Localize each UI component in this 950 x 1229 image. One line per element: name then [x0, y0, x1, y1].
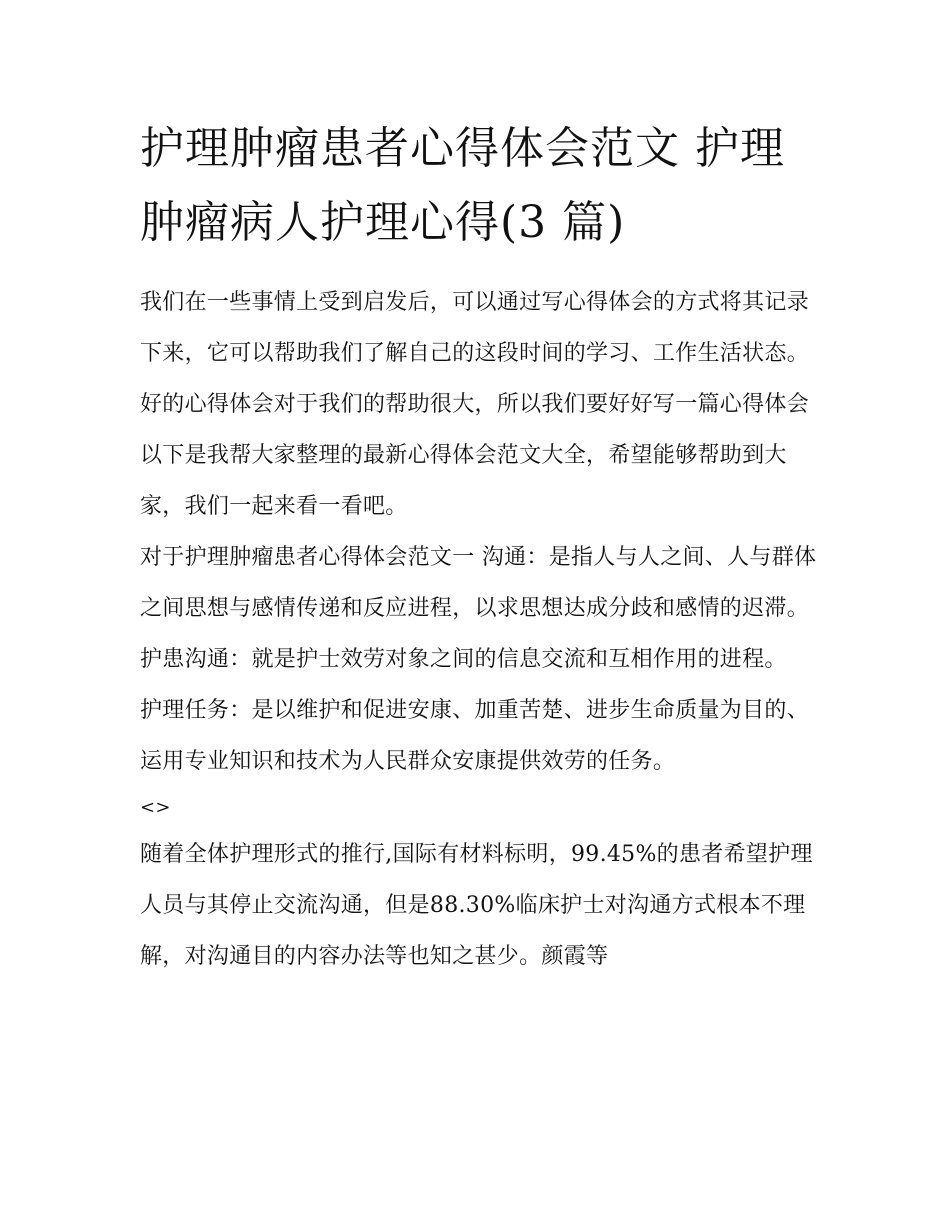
document-title: 护理肿瘤患者心得体会范文 护理肿瘤病人护理心得(3 篇) [140, 123, 785, 248]
paragraph-angle-brackets: <> [140, 797, 171, 818]
document-body [140, 277, 820, 982]
paragraph-statistics: 随着全体护理形式的推行,国际有材料标明，99.45%的患者希望护理人员与其停止交流沟通，但是88.30%临床护士对沟通方式根本不理解，对沟通目的内容办法等也知之甚少。颜霞等 [140, 842, 813, 969]
paragraph-nursing-task: 护理任务：是以维护和促进安康、加重苦楚、进步生命质量为目的、运用专业知识和技术为人民群众安康提供效劳的任务。 [140, 698, 810, 774]
paragraph-nurse-patient-communication: 护患沟通：就是护士效劳对象之间的信息交流和互相作用的进程。 [140, 647, 787, 672]
paragraph-intro: 我们在一些事情上受到启发后，可以通过写心得体会的方式将其记录下来，它可以帮助我们了解自己的这段时间的学习、工作生活状态。好的心得体会对于我们的帮助很大，所以我们要好好写一篇心得体会以下是我帮大家整理的最新心得体会范文大全，希望能够帮助到大家，我们一起来看一看吧。 [140, 290, 810, 519]
paragraph-communication-definition: 对于护理肿瘤患者心得体会范文一 沟通：是指人与人之间、人与群体之间思想与感情传递和反应进程，以求思想达成分歧和感情的迟滞。 [140, 545, 817, 621]
